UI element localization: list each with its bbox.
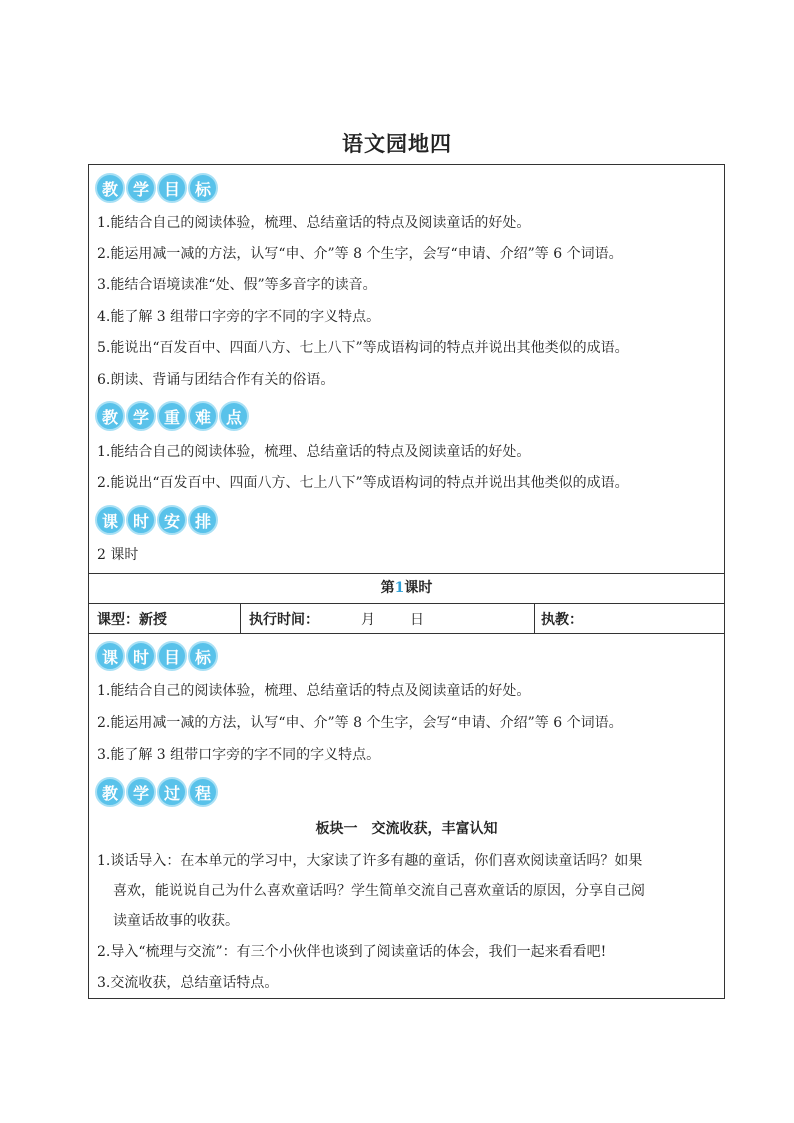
badge-teaching-goals (95, 173, 218, 205)
badge-teaching-process (95, 777, 218, 809)
day-label: 日 (410, 612, 424, 628)
teacher-label: 执教： (541, 612, 583, 628)
lesson-prefix: 第 (380, 580, 395, 596)
goal-item: 5.能说出“百发百中、四面八方、七上八下”等成语构词的特点并说出其他类似的成语。 (97, 340, 629, 356)
lesson-goal-item: 2.能运用减一减的方法，认写“申、介”等 8 个生字，会写“申请、介绍”等 6 个词语。 (97, 715, 623, 731)
block-title: 板块一 交流收获，丰富认知 (315, 821, 498, 837)
key-point-item: 1.能结合自己的阅读体验，梳理、总结童话的特点及阅读童话的好处。 (97, 444, 531, 460)
badge-char: 教 (95, 401, 125, 431)
badge-char: 学 (126, 401, 156, 431)
badge-char: 学 (126, 777, 156, 807)
badge-char: 目 (157, 173, 187, 203)
badge-char: 重 (157, 401, 187, 431)
badge-char: 程 (188, 777, 218, 807)
badge-char: 点 (219, 401, 249, 431)
process-item-3: 3.交流收获，总结童话特点。 (97, 975, 279, 991)
execution-time-label: 执行时间： (249, 612, 319, 628)
lesson-goal-item: 3.能了解 3 组带口字旁的字不同的字义特点。 (97, 747, 381, 763)
badge-char: 难 (188, 401, 218, 431)
badge-key-points (95, 401, 249, 433)
badge-char: 时 (126, 641, 156, 671)
goal-item: 4.能了解 3 组带口字旁的字不同的字义特点。 (97, 309, 381, 325)
badge-char: 课 (95, 641, 125, 671)
lesson-goal-item: 1.能结合自己的阅读体验，梳理、总结童话的特点及阅读童话的好处。 (97, 683, 531, 699)
process-item-1-line-1: 1.谈话导入：在本单元的学习中，大家读了许多有趣的童话，你们喜欢阅读童话吗？如果 (97, 853, 643, 869)
lesson-plan-table (88, 164, 725, 999)
badge-char: 过 (157, 777, 187, 807)
divider (89, 573, 724, 574)
divider (89, 603, 724, 604)
lesson-suffix: 课时 (404, 580, 433, 596)
process-item-1-line-3: 读童话故事的收获。 (113, 913, 239, 929)
badge-char: 教 (95, 777, 125, 807)
badge-lesson-goals (95, 641, 218, 673)
cell-divider (240, 603, 241, 633)
goal-item: 3.能结合语境读准“处、假”等多音字的读音。 (97, 277, 377, 293)
badge-char: 课 (95, 505, 125, 535)
badge-char: 教 (95, 173, 125, 203)
page-title: 语文园地四 (342, 132, 452, 156)
lesson-type: 课型：新授 (97, 612, 167, 628)
key-point-item: 2.能说出“百发百中、四面八方、七上八下”等成语构词的特点并说出其他类似的成语。 (97, 475, 629, 491)
badge-char: 安 (157, 505, 187, 535)
badge-char: 学 (126, 173, 156, 203)
divider (89, 633, 724, 634)
process-item-1-line-2: 喜欢，能说说自己为什么喜欢童话吗？学生简单交流自己喜欢童话的原因，分享自己阅 (113, 883, 645, 899)
badge-char: 时 (126, 505, 156, 535)
badge-schedule (95, 505, 218, 537)
lesson-number: 1 (394, 580, 405, 596)
badge-char: 标 (188, 173, 218, 203)
cell-divider (534, 603, 535, 633)
goal-item: 1.能结合自己的阅读体验，梳理、总结童话的特点及阅读童话的好处。 (97, 215, 531, 231)
goal-item: 6.朗读、背诵与团结合作有关的俗语。 (97, 372, 335, 388)
process-item-2: 2.导入“梳理与交流”：有三个小伙伴也谈到了阅读童话的体会，我们一起来看看吧! (97, 944, 607, 960)
lesson-number-heading (89, 578, 724, 598)
badge-char: 排 (188, 505, 218, 535)
month-label: 月 (361, 612, 375, 628)
schedule-text: 2 课时 (97, 547, 139, 563)
goal-item: 2.能运用减一减的方法，认写“申、介”等 8 个生字，会写“申请、介绍”等 6 个词语。 (97, 246, 623, 262)
badge-char: 标 (188, 641, 218, 671)
badge-char: 目 (157, 641, 187, 671)
